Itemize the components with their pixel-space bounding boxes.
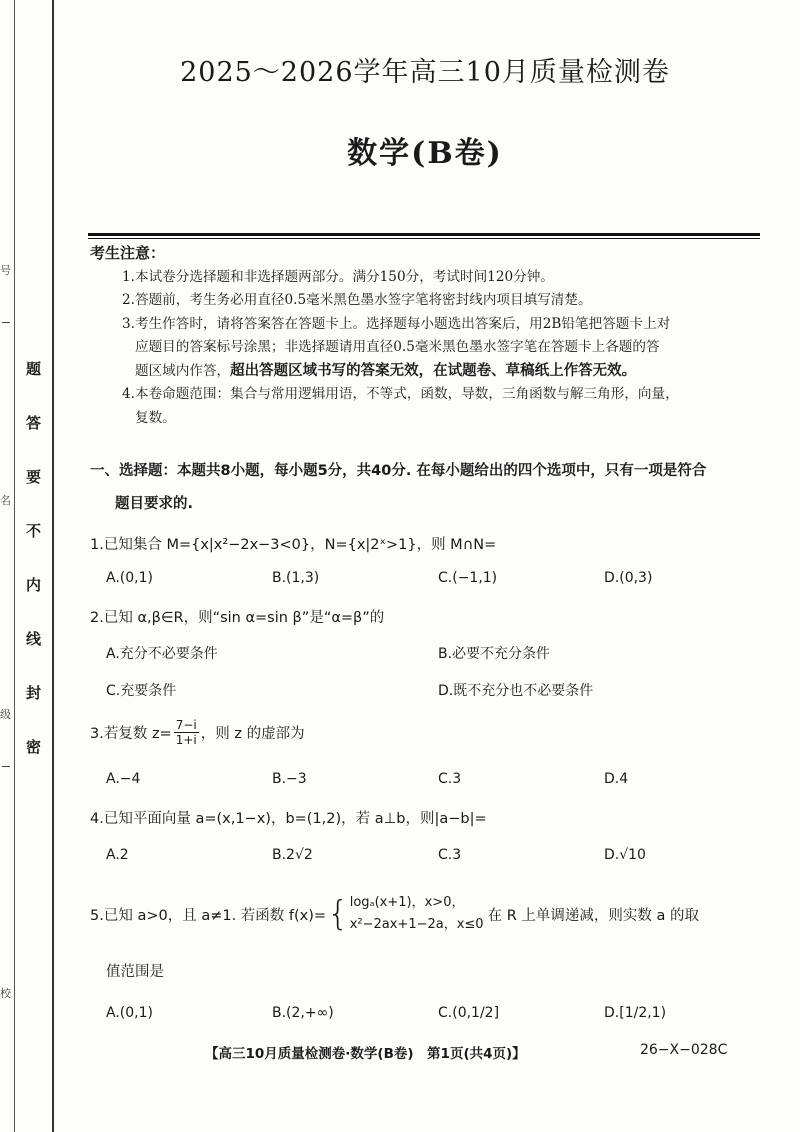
section-heading (90, 455, 770, 521)
seal-char: 答 (26, 414, 42, 432)
stem-text: ，则 z 的虚部为 (200, 726, 305, 742)
seal-underline (2, 322, 10, 323)
option-b: B.2√2 (272, 847, 313, 863)
notice-item: 3.考生作答时，请将答案答在答题卡上。选择题每小题选出答案后，用2B铅笔把答题卡上对 (122, 315, 671, 332)
binding-margin-line-inner (52, 0, 54, 1132)
stem-text: 在 R 上单调递减，则实数 a 的取 (487, 907, 699, 924)
paper-code: 26−X−028C (640, 1042, 728, 1058)
seal-char: 不 (26, 522, 42, 540)
seal-char: 封 (26, 684, 42, 702)
binding-margin-line-outer (14, 0, 15, 1132)
option-c: C.(−1,1) (438, 570, 498, 586)
fraction-denominator: 1+i (175, 733, 197, 747)
candidate-notice (90, 242, 762, 430)
option-c: C.(0,1/2] (438, 1005, 500, 1021)
question-stem (90, 892, 770, 936)
seal-fragment: 号 (0, 264, 11, 277)
notice-item-cont (90, 360, 762, 384)
notice-emphasis: 超出答题区域书写的答案无效，在试题卷、草稿纸上作答无效。 (230, 362, 637, 379)
option-b: B.−3 (272, 771, 307, 787)
question-stem-cont: 值范围是 (106, 964, 164, 980)
option-a: A.(0,1) (106, 1005, 153, 1021)
notice-item-cont: 应题目的答案标号涂黑；非选择题请用直径0.5毫米黑色墨水签字笔在答题卡上各题的答 (135, 339, 660, 355)
seal-char: 密 (26, 738, 42, 756)
option-b: B.(2,+∞) (272, 1005, 334, 1021)
stem-text: 5.已知 a>0，且 a≠1. 若函数 f(x)= (90, 907, 327, 924)
question-stem: 4.已知平面向量 a=(x,1−x)，b=(1,2)，若 a⊥b，则|a−b|= (90, 811, 487, 827)
seal-char: 线 (26, 630, 42, 648)
piece: logₐ(x+1)，x>0， (349, 895, 465, 910)
question-stem (90, 718, 305, 747)
brace: { (327, 894, 349, 934)
option-a: A.充分不必要条件 (106, 646, 218, 662)
notice-heading: 考生注意： (90, 244, 166, 262)
header-rule-thick (88, 233, 760, 236)
seal-fragment: 级 (0, 708, 11, 721)
fraction (174, 718, 199, 747)
seal-fragment: 校 (0, 987, 11, 1000)
header-rule-thin (88, 238, 760, 239)
option-c: C.3 (438, 847, 462, 863)
notice-item-cont: 复数。 (135, 409, 176, 426)
exam-subtitle: 数学(B卷) (347, 136, 503, 171)
seal-underline (2, 766, 10, 767)
fraction-numerator: 7−i (175, 718, 197, 732)
option-a: A.−4 (106, 771, 141, 787)
seal-fragment: 名 (0, 494, 11, 507)
piece: x²−2ax+1−2a，x≤0 (349, 917, 484, 932)
notice-item: 2.答题前，考生务必用直径0.5毫米黑色墨水签字笔将密封线内项目填写清楚。 (122, 292, 592, 308)
option-d: D.[1/2,1) (604, 1005, 667, 1021)
stem-text: 3.若复数 z= (90, 726, 172, 742)
section-heading-line: 一、选择题：本题共8小题，每小题5分，共40分. 在每小题给出的四个选项中，只有一项是符合 (90, 463, 707, 479)
notice-item: 4.本卷命题范围：集合与常用逻辑用语，不等式，函数，导数，三角函数与解三角形，向量， (122, 386, 679, 402)
option-b: B.(1,3) (272, 570, 320, 586)
seal-char: 题 (26, 360, 42, 378)
option-b: B.必要不充分条件 (438, 646, 551, 662)
option-d: D.既不充分也不必要条件 (438, 683, 594, 699)
option-a: A.2 (106, 847, 129, 863)
option-d: D.4 (604, 771, 629, 787)
option-c: C.充要条件 (106, 683, 177, 699)
seal-char: 要 (26, 468, 42, 486)
notice-text: 题区域内作答， (135, 362, 231, 379)
question-stem: 2.已知 α,β∈R，则“sin α=sin β”是“α=β”的 (90, 610, 385, 626)
option-d: D.√10 (604, 847, 646, 863)
exam-title: 2025～2026学年高三10月质量检测卷 (180, 57, 670, 88)
piecewise (350, 892, 484, 936)
notice-item: 1.本试卷分选择题和非选择题两部分。满分150分，考试时间120分钟。 (122, 268, 554, 285)
section-heading-line: 题目要求的. (115, 496, 194, 512)
page-footer: 【高三10月质量检测卷·数学(B卷) 第1页(共4页)】 (205, 1046, 526, 1062)
option-d: D.(0,3) (604, 570, 653, 586)
option-c: C.3 (438, 771, 462, 787)
seal-char: 内 (26, 576, 42, 594)
question-stem: 1.已知集合 M={x|x²−2x−3<0}，N={x|2ˣ>1}，则 M∩N= (90, 537, 497, 553)
option-a: A.(0,1) (106, 570, 153, 586)
